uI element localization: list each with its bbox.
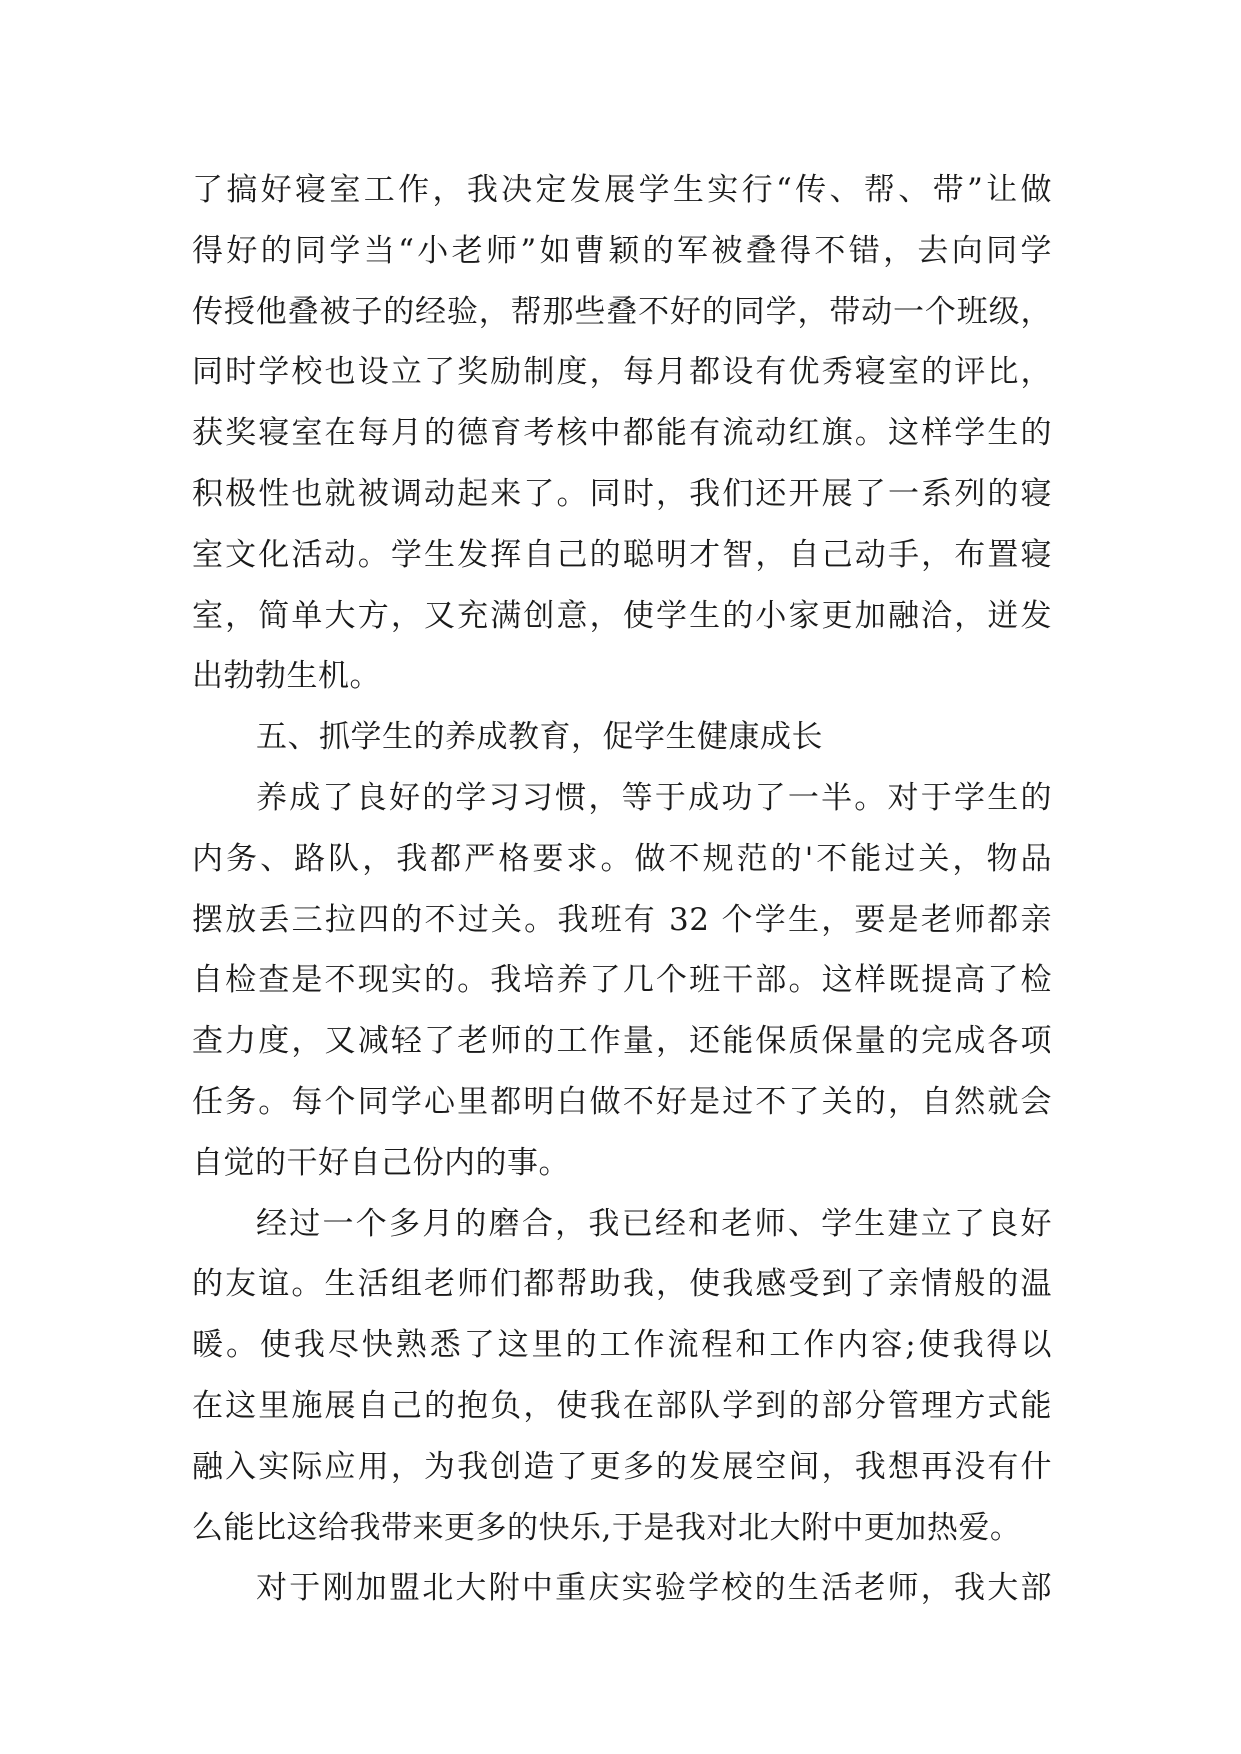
text-line: 了搞好寝室工作，我决定发展学生实行“传、帮、带”让做	[192, 172, 1052, 208]
text-line: 获奖寝室在每月的德育考核中都能有流动红旗。这样学生的	[192, 415, 1052, 452]
text-line: 融入实际应用，为我创造了更多的发展空间，我想再没有什	[192, 1448, 1052, 1485]
text-line: 在这里施展自己的抱负，使我在部队学到的部分管理方式能	[192, 1387, 1052, 1424]
text-line: 经过一个多月的磨合，我已经和老师、学生建立了良好	[256, 1205, 1052, 1242]
text-line: 暖。使我尽快熟悉了这里的工作流程和工作内容;使我得以	[192, 1327, 1052, 1364]
text-line: 查力度，又减轻了老师的工作量，还能保质保量的完成各项	[192, 1023, 1052, 1060]
text-line: 积极性也就被调动起来了。同时，我们还开展了一系列的寝	[192, 475, 1052, 512]
section-heading: 五、抓学生的养成教育，促学生健康成长	[256, 719, 823, 756]
text-line: 任务。每个同学心里都明白做不好是过不了关的，自然就会	[192, 1083, 1052, 1120]
text-line: 得好的同学当“小老师”如曹颖的军被叠得不错，去向同学	[192, 232, 1052, 269]
text-line: 同时学校也设立了奖励制度，每月都设有优秀寝室的评比，	[192, 354, 1052, 391]
text-line: 室文化活动。学生发挥自己的聪明才智，自己动手，布置寝	[192, 536, 1052, 573]
text-line: 内务、路队，我都严格要求。做不规范的'不能过关，物品	[192, 840, 1052, 877]
text-line: 自觉的干好自己份内的事。	[192, 1144, 570, 1181]
text-line: 对于刚加盟北大附中重庆实验学校的生活老师，我大部	[256, 1570, 1052, 1607]
text-line: 养成了良好的学习习惯，等于成功了一半。对于学生的	[256, 779, 1052, 816]
text-line: 自检查是不现实的。我培养了几个班干部。这样既提高了检	[192, 962, 1052, 999]
text-line: 的友谊。生活组老师们都帮助我，使我感受到了亲情般的温	[192, 1266, 1052, 1303]
text-line: 摆放丢三拉四的不过关。我班有 32 个学生，要是老师都亲	[192, 901, 1052, 938]
text-line: 么能比这给我带来更多的快乐,于是我对北大附中更加热爱。	[192, 1509, 1022, 1546]
text-line: 传授他叠被子的经验，帮那些叠不好的同学，带动一个班级，	[192, 293, 1052, 330]
text-line: 出勃勃生机。	[192, 658, 381, 695]
document-body	[192, 160, 1052, 1619]
text-line: 室，简单大方，又充满创意，使学生的小家更加融洽，迸发	[192, 597, 1052, 634]
